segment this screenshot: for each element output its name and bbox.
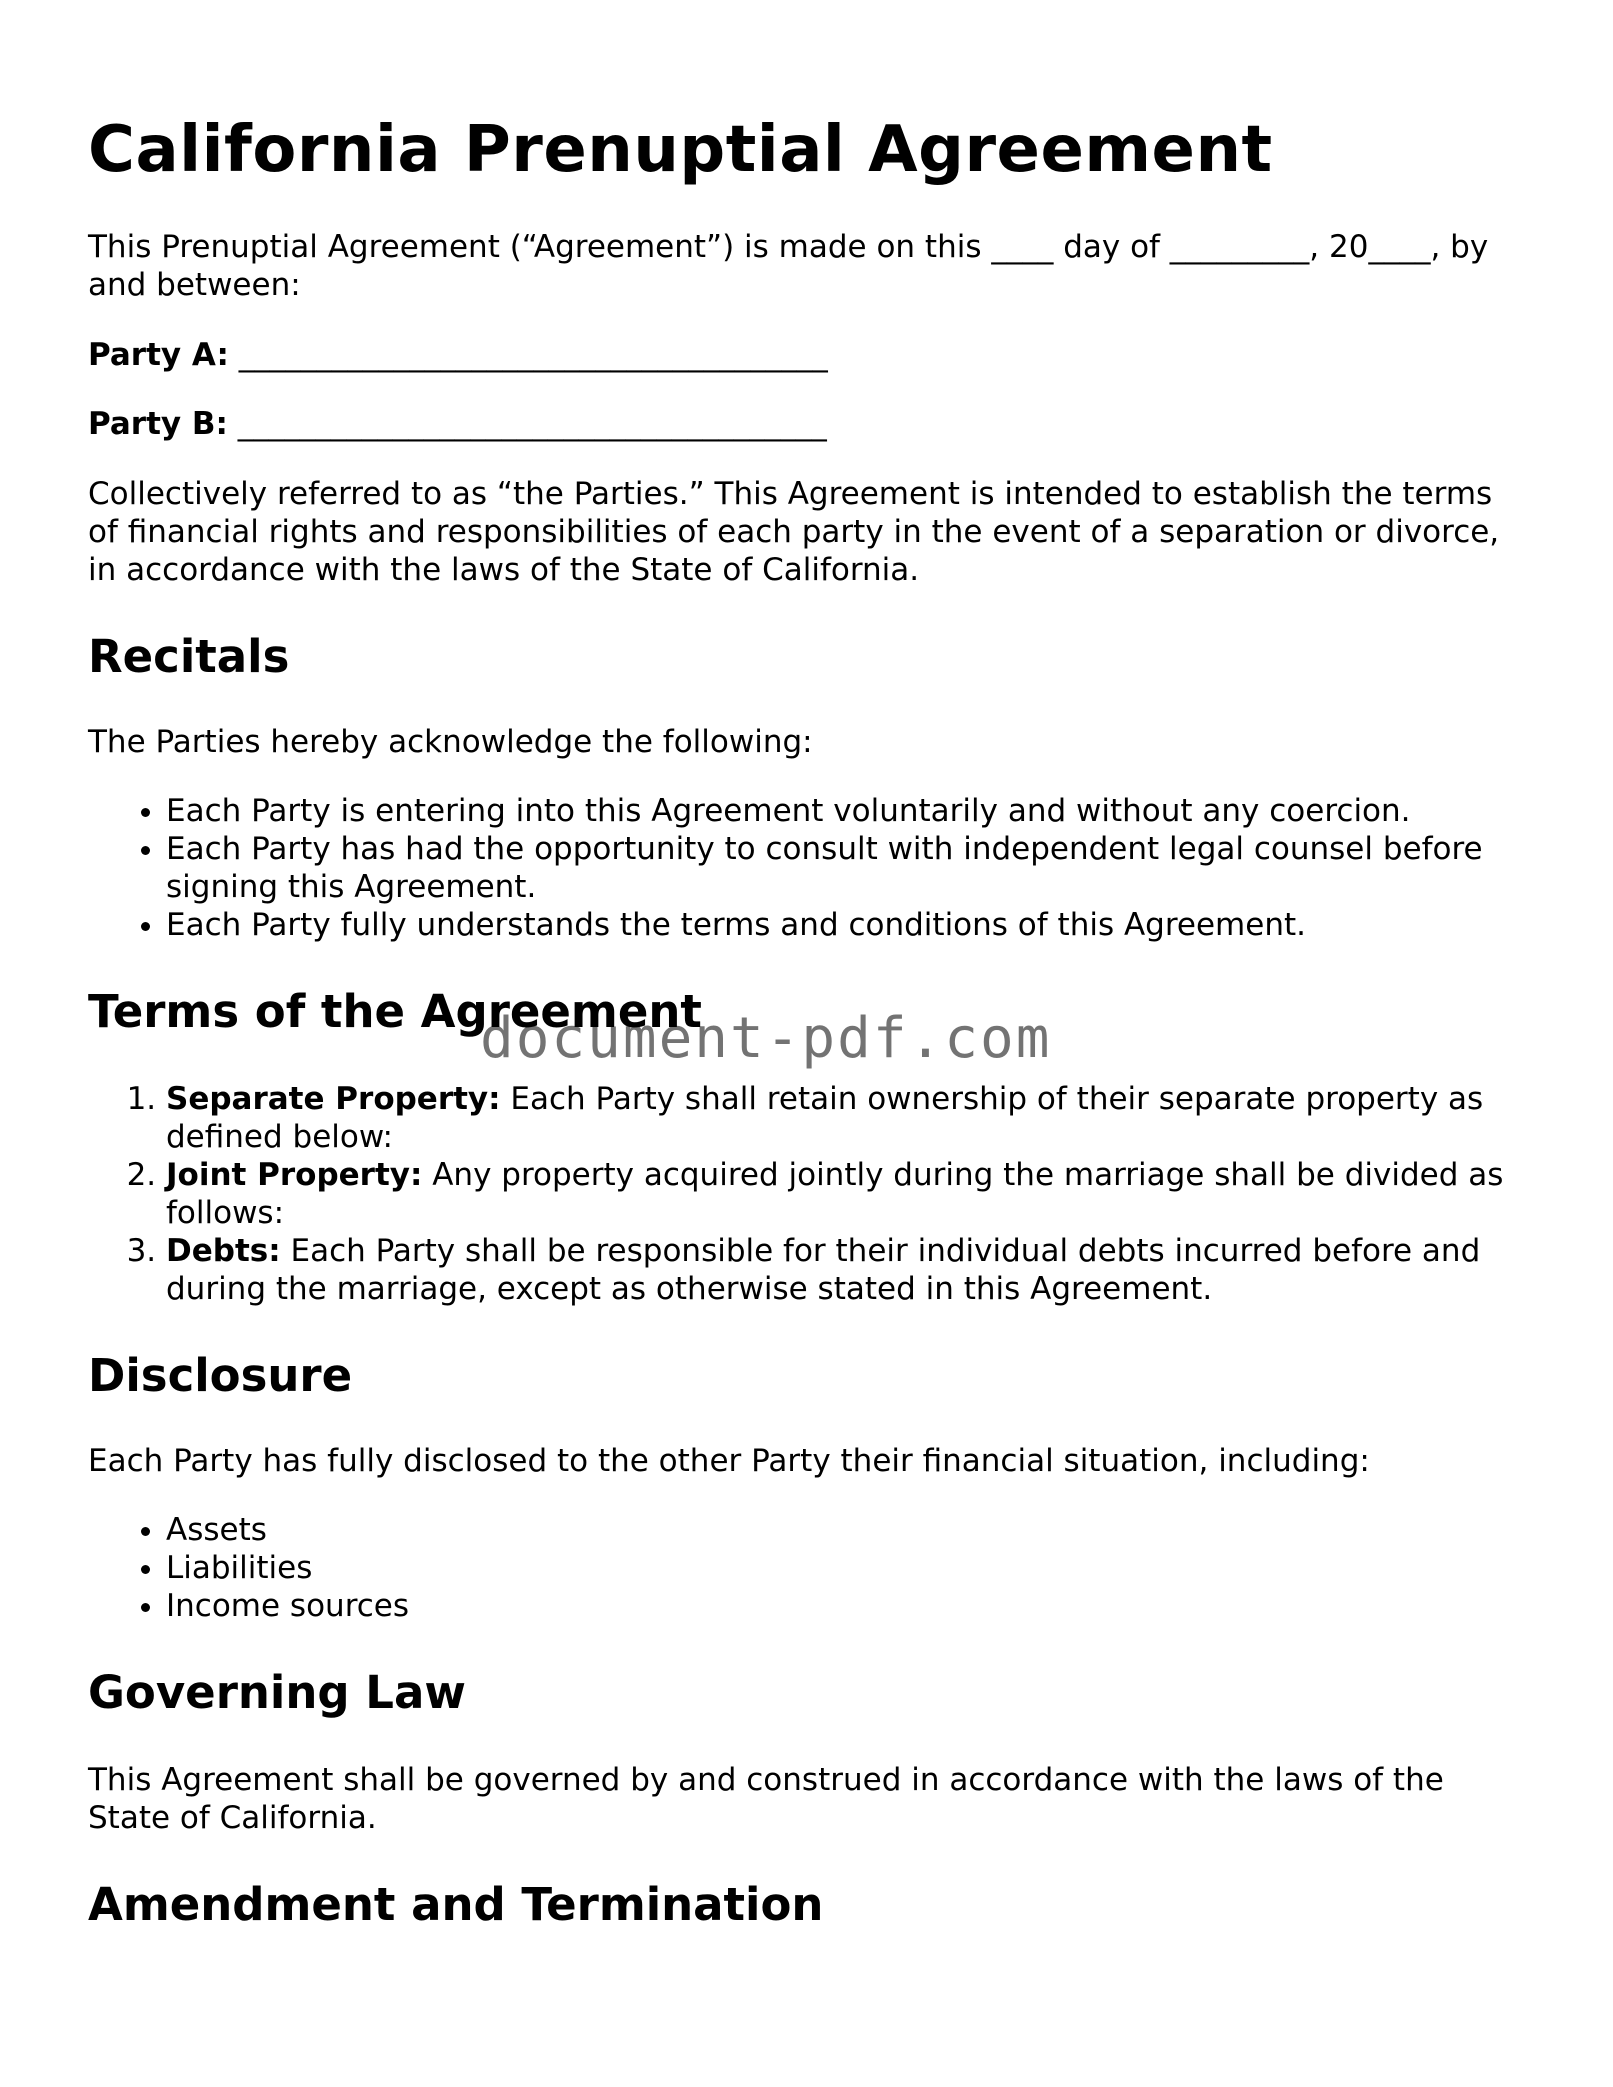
disclosure-item: • Income sources <box>166 1587 1528 1625</box>
intro-paragraph: This Prenuptial Agreement (“Agreement”) is made on this ____ day of _________, 20____, by and between: <box>88 229 1489 303</box>
disclosure-item: • Liabilities <box>166 1549 1528 1587</box>
disclosure-item: • Assets <box>166 1511 1528 1549</box>
disclosure-list <box>88 1511 1528 1625</box>
term-label: Separate Property: <box>166 1081 501 1117</box>
recital-item: • Each Party is entering into this Agreement voluntarily and without any coercion. <box>166 792 1528 830</box>
term-item-joint-property <box>166 1156 1528 1232</box>
party-b-label: Party B: <box>88 406 228 442</box>
party-a-label: Party A: <box>88 337 229 373</box>
term-label: Joint Property: <box>166 1157 423 1193</box>
term-text: Any property acquired jointly during the marriage shall be divided as follows: <box>166 1157 1504 1231</box>
document-title: California Prenuptial Agreement <box>88 113 1273 187</box>
party-b-line <box>88 405 1528 443</box>
disclosure-heading: Disclosure <box>88 1349 353 1402</box>
amendment-heading: Amendment and Termination <box>88 1878 824 1931</box>
term-item-separate-property <box>166 1080 1528 1156</box>
party-b-blank: ______________________________________ <box>227 406 827 442</box>
term-label: Debts: <box>166 1233 281 1269</box>
disclosure-lead: Each Party has fully disclosed to the other Party their financial situation, including: <box>88 1443 1370 1479</box>
terms-list <box>88 1080 1528 1308</box>
term-text: Each Party shall be responsible for their individual debts incurred before and during the marriage, except as otherwise stated in this Agreement. <box>166 1233 1481 1307</box>
term-text: Each Party shall retain ownership of their separate property as defined below: <box>166 1081 1484 1155</box>
party-a-blank: ______________________________________ <box>228 337 828 373</box>
recitals-list <box>88 792 1528 944</box>
governing-law-text: This Agreement shall be governed by and construed in accordance with the laws of the State of California. <box>88 1762 1444 1836</box>
governing-law-heading: Governing Law <box>88 1666 466 1719</box>
term-item-debts <box>166 1232 1528 1308</box>
recital-item: • Each Party has had the opportunity to consult with independent legal counsel before signing this Agreement. <box>166 830 1528 906</box>
recitals-lead: The Parties hereby acknowledge the following: <box>88 724 813 760</box>
party-a-line <box>88 336 1528 374</box>
collectively-paragraph: Collectively referred to as “the Parties.” This Agreement is intended to establish the terms of financial rights and responsibilities of each party in the event of a separation or divorce, in accordance with the laws of the State of California. <box>88 476 1500 588</box>
recital-item: • Each Party fully understands the terms and conditions of this Agreement. <box>166 906 1528 944</box>
watermark-text: document-pdf.com <box>480 1006 1052 1071</box>
document-page <box>88 0 1528 1933</box>
recitals-heading: Recitals <box>88 630 290 683</box>
terms-heading: Terms of the Agreement <box>88 985 702 1038</box>
